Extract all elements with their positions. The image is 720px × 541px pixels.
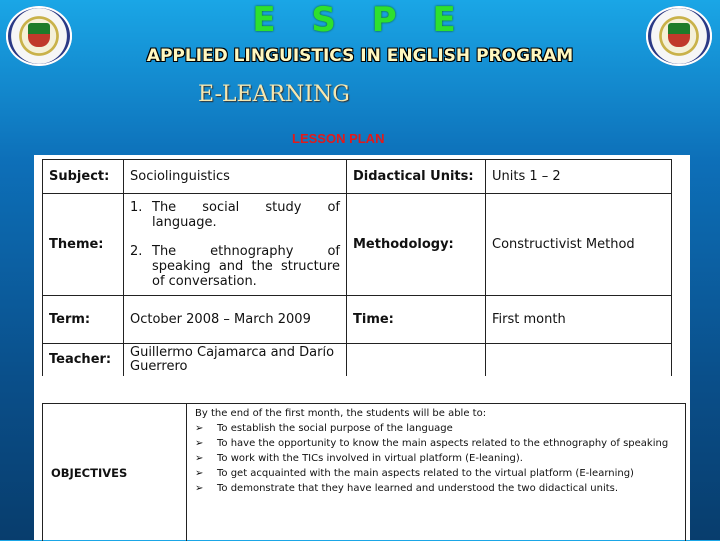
table-row <box>43 160 672 194</box>
table-row <box>43 344 672 377</box>
list-item: ➢ To have the opportunity to know the main aspects related to the ethnography of speaking <box>195 438 669 449</box>
institution-title: E S P E <box>252 0 468 40</box>
list-item: ➢ To get acquainted with the main aspects related to the virtual platform (E-learning) <box>195 468 634 479</box>
list-item: ➢ To establish the social purpose of the language <box>195 423 453 434</box>
term-label: Term: <box>43 296 124 344</box>
objectives-intro: By the end of the first month, the students will be able to: <box>195 408 487 419</box>
didactical-units-label: Didactical Units: <box>347 160 486 194</box>
theme-value <box>124 194 347 296</box>
list-item: 1. The social study of language. <box>130 200 340 230</box>
term-value: October 2008 – March 2009 <box>124 296 347 344</box>
objectives-label: OBJECTIVES <box>43 404 187 541</box>
list-item: 2. The ethnography of speaking and the structure of conversation. <box>130 244 340 289</box>
teacher-value: Guillermo Cajamarca and Darío Guerrero <box>124 344 347 377</box>
arrow-bullet-icon: ➢ <box>195 453 204 464</box>
list-item: ➢ To demonstrate that they have learned and understood the two didactical units. <box>195 483 619 494</box>
arrow-bullet-icon: ➢ <box>195 438 204 449</box>
time-value: First month <box>486 296 672 344</box>
empty-cell <box>486 344 672 377</box>
didactical-units-value: Units 1 – 2 <box>486 160 672 194</box>
teacher-label: Teacher: <box>43 344 124 377</box>
program-title: APPLIED LINGUISTICS IN ENGLISH PROGRAM <box>146 46 574 66</box>
lesson-info-table <box>42 159 672 376</box>
table-row <box>43 296 672 344</box>
arrow-bullet-icon: ➢ <box>195 468 204 479</box>
theme-label: Theme: <box>43 194 124 296</box>
arrow-bullet-icon: ➢ <box>195 423 204 434</box>
objectives-body <box>195 408 681 498</box>
methodology-value: Constructivist Method <box>486 194 672 296</box>
lesson-plan-sheet <box>34 155 690 540</box>
table-row <box>43 194 672 296</box>
subject-value: Sociolinguistics <box>124 160 347 194</box>
list-item: ➢ To work with the TICs involved in virtual platform (E-leaning). <box>195 453 523 464</box>
elearning-subtitle: E-LEARNING <box>198 82 350 107</box>
lesson-plan-heading: LESSON PLAN <box>292 131 385 146</box>
methodology-label: Methodology: <box>347 194 486 296</box>
time-label: Time: <box>347 296 486 344</box>
objectives-section <box>42 403 686 541</box>
empty-cell <box>347 344 486 377</box>
arrow-bullet-icon: ➢ <box>195 483 204 494</box>
theme-list <box>130 200 340 289</box>
subject-label: Subject: <box>43 160 124 194</box>
